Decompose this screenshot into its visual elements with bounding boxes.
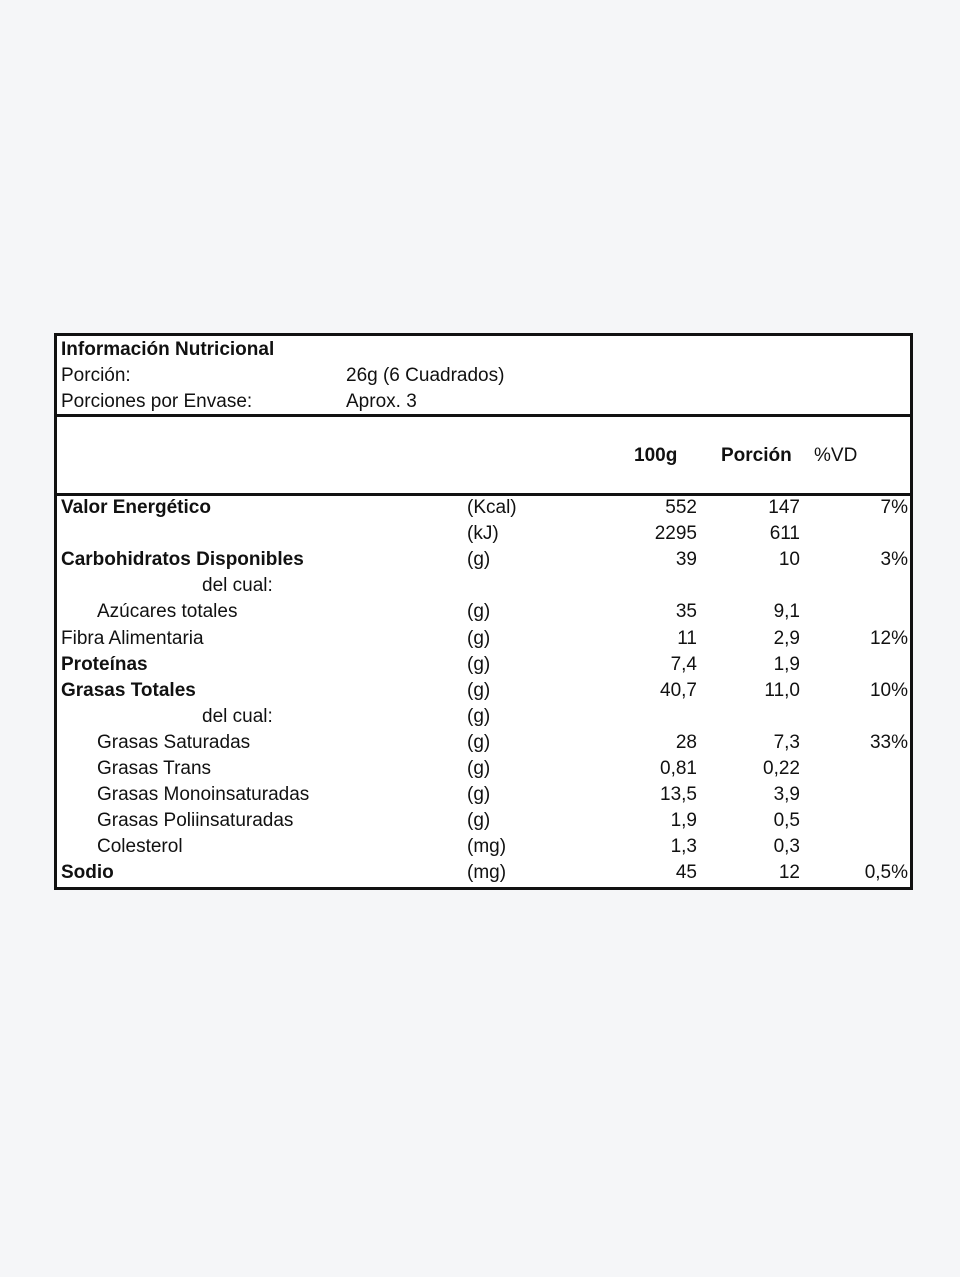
nutrient-value-100g: 11 <box>677 627 697 649</box>
nutrient-unit: (g) <box>467 653 491 675</box>
nutrient-value-portion: 0,22 <box>763 758 800 779</box>
nutrient-value-100g: 1,3 <box>670 836 697 858</box>
nutrient-label: Azúcares totales <box>97 601 238 623</box>
nutrient-unit: (g) <box>467 758 491 779</box>
portion-value: 26g (6 Cuadrados) <box>346 365 505 386</box>
nutrient-value-100g: 40,7 <box>660 679 697 701</box>
nutrient-value-portion: 10 <box>778 549 800 571</box>
nutrient-value-portion: 0,5 <box>773 810 800 832</box>
nutrient-value-100g: 35 <box>675 601 697 623</box>
nutrient-unit: (g) <box>467 784 491 806</box>
nutrient-value-portion: 9,1 <box>773 601 800 623</box>
table-title: Información Nutricional <box>61 339 275 360</box>
nutrient-unit: (mg) <box>467 862 507 884</box>
nutrient-value-portion: 12 <box>778 862 800 884</box>
nutrient-value-100g: 39 <box>675 549 697 571</box>
nutrient-unit: (g) <box>467 627 491 649</box>
nutrient-label: Sodio <box>61 862 114 884</box>
nutrient-unit: (g) <box>467 731 491 753</box>
nutrient-value-vd: 0,5% <box>864 862 908 884</box>
nutrient-label: Carbohidratos Disponibles <box>61 549 304 571</box>
nutrient-value-100g: 552 <box>665 497 697 518</box>
nutrient-unit: (g) <box>467 810 491 832</box>
nutrient-value-100g: 1,9 <box>670 810 697 832</box>
nutrient-unit: (g) <box>467 705 491 727</box>
nutrient-unit: (g) <box>467 679 491 701</box>
nutrient-label: Colesterol <box>97 836 183 858</box>
nutrient-value-portion: 11,0 <box>764 679 800 701</box>
nutrient-value-vd: 10% <box>869 679 908 701</box>
portion-label: Porción: <box>61 365 131 386</box>
nutrient-label: Grasas Saturadas <box>97 731 251 753</box>
header-divider <box>57 414 910 417</box>
nutrient-value-100g: 28 <box>675 731 697 753</box>
nutrient-label: Proteínas <box>61 653 148 675</box>
column-header-vd: %VD <box>814 445 858 466</box>
nutrient-unit: (Kcal) <box>467 497 517 518</box>
nutrient-label: del cual: <box>202 705 273 727</box>
nutrient-value-100g: 7,4 <box>670 653 697 675</box>
nutrient-value-vd: 33% <box>869 731 908 753</box>
nutrient-value-vd: 12% <box>869 627 908 649</box>
column-header-divider <box>57 493 910 496</box>
nutrient-value-portion: 0,3 <box>773 836 800 858</box>
nutrient-unit: (kJ) <box>467 523 499 545</box>
nutrient-label: Grasas Trans <box>97 758 212 779</box>
nutrient-label: Valor Energético <box>61 497 211 518</box>
column-header-portion: Porción <box>721 445 792 466</box>
nutrient-value-100g: 13,5 <box>660 784 697 806</box>
nutrient-value-portion: 1,9 <box>773 653 800 675</box>
nutrient-value-100g: 45 <box>675 862 697 884</box>
nutrient-value-portion: 7,3 <box>773 731 800 753</box>
nutrient-label: Grasas Totales <box>61 679 196 701</box>
nutrient-label: Grasas Monoinsaturadas <box>97 784 310 806</box>
nutrient-unit: (mg) <box>467 836 507 858</box>
nutrient-label: Fibra Alimentaria <box>61 627 204 649</box>
nutrient-label: Grasas Poliinsaturadas <box>97 810 294 832</box>
nutrient-value-portion: 3,9 <box>773 784 800 806</box>
nutrition-facts-table <box>54 333 913 890</box>
nutrient-unit: (g) <box>467 601 491 623</box>
column-header-100g: 100g <box>634 445 678 466</box>
nutrient-value-portion: 147 <box>768 497 800 518</box>
servings-label: Porciones por Envase: <box>61 391 253 412</box>
servings-value: Aprox. 3 <box>346 391 417 412</box>
nutrient-label: del cual: <box>202 575 273 597</box>
nutrient-value-100g: 2295 <box>654 523 697 545</box>
nutrient-unit: (g) <box>467 549 491 571</box>
nutrient-value-vd: 7% <box>880 497 908 518</box>
nutrient-value-vd: 3% <box>880 549 908 571</box>
nutrient-value-portion: 2,9 <box>773 627 800 649</box>
nutrient-value-100g: 0,81 <box>660 758 697 779</box>
nutrient-value-portion: 611 <box>769 523 800 545</box>
